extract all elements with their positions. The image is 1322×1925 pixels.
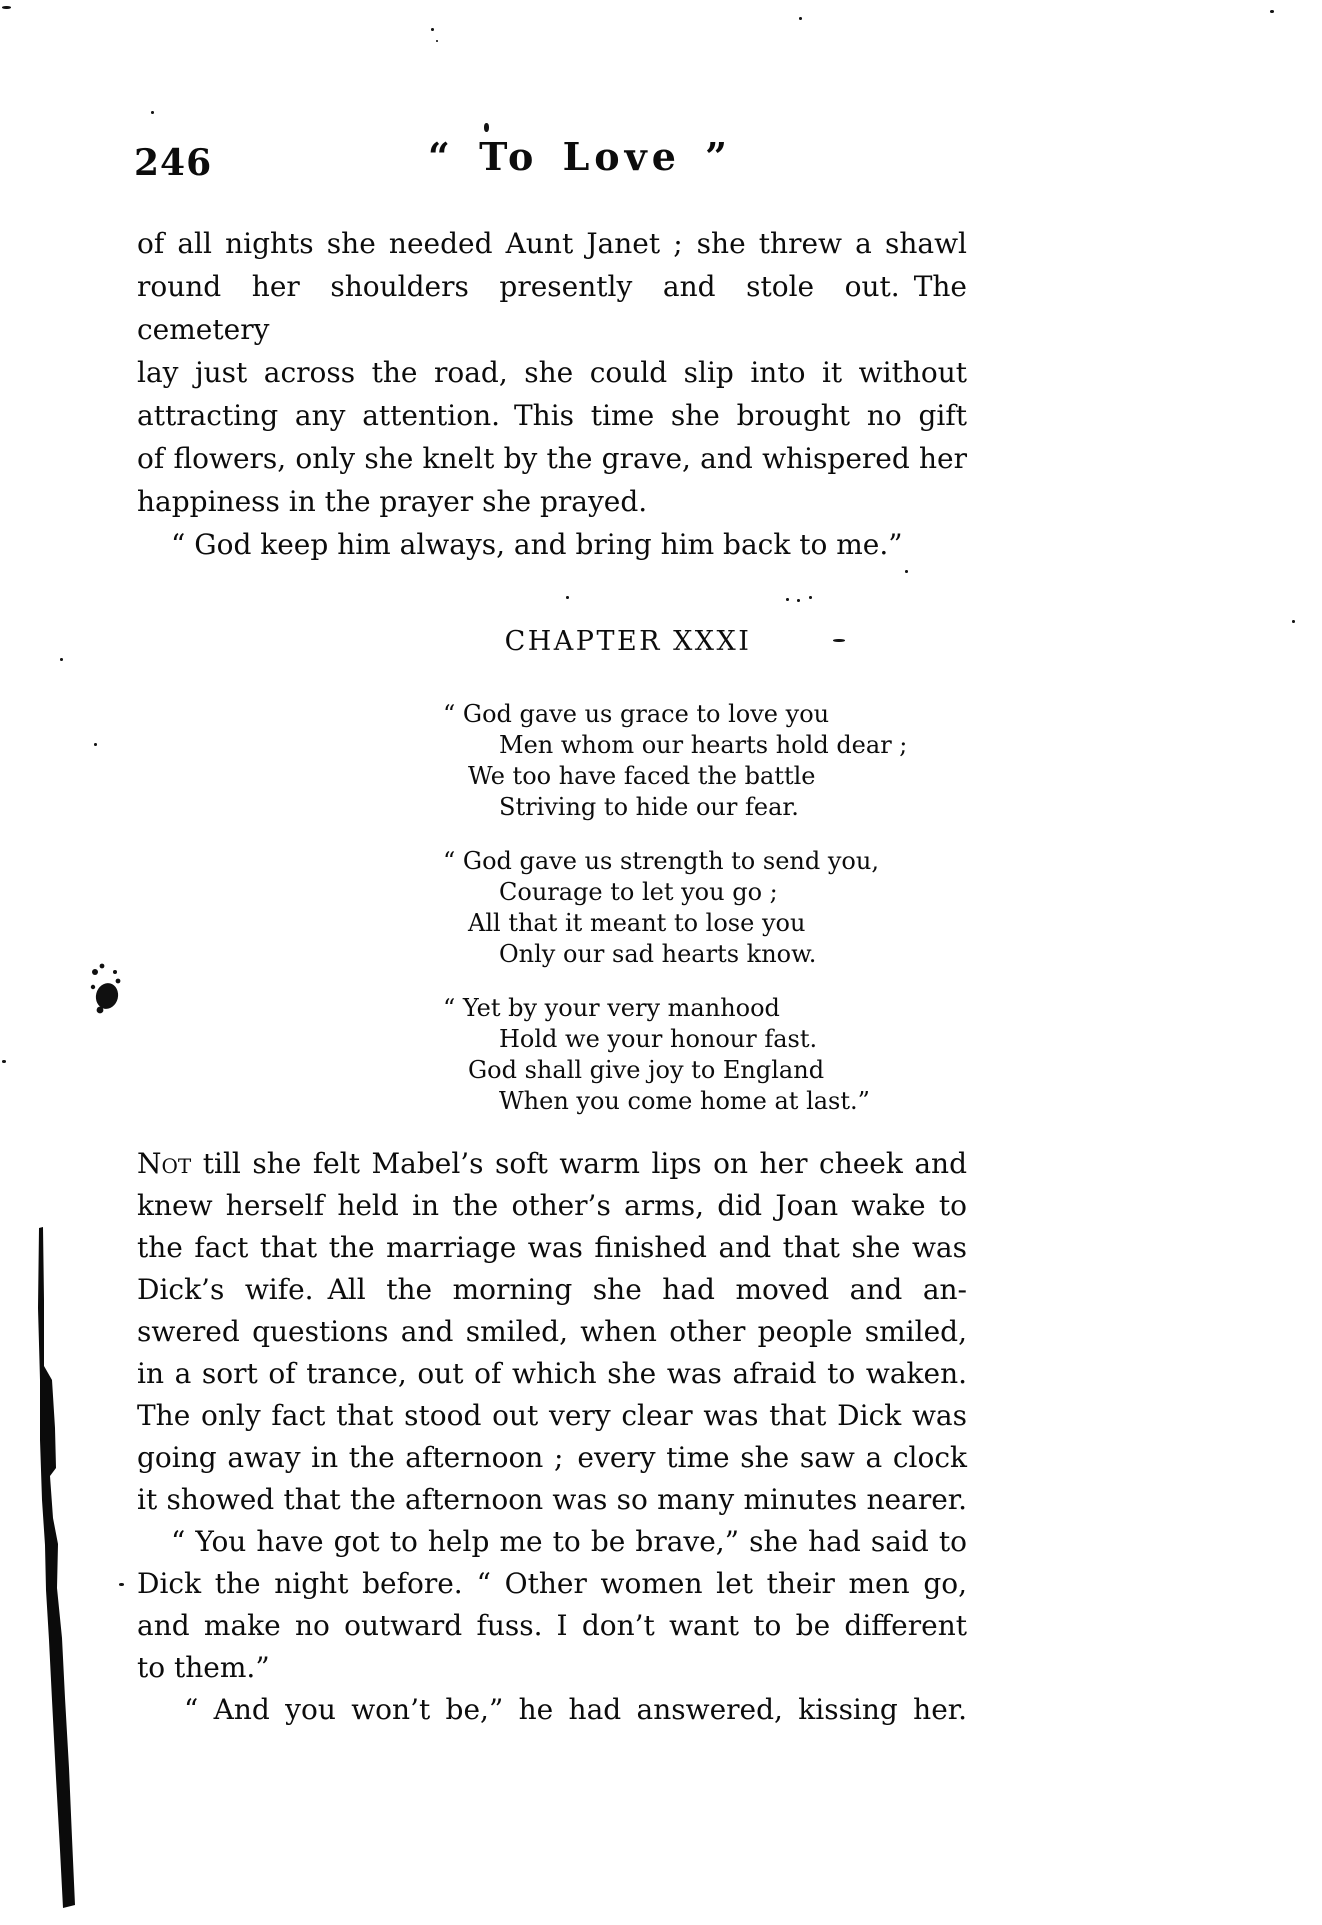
speck-artifact — [151, 111, 154, 114]
text-line: Dick the night before. “ Other women let their men go, — [137, 1567, 967, 1600]
wedding-paragraph — [137, 1143, 967, 1521]
speck-artifact — [786, 598, 789, 601]
poem-stanza — [443, 993, 967, 1117]
poem-line: Only our sad hearts know. — [499, 940, 817, 968]
brave-paragraph — [137, 1521, 967, 1689]
gutter-streak-artifact — [38, 1227, 75, 1908]
poem-line: All that it meant to lose you — [468, 909, 806, 937]
speck-artifact — [94, 743, 97, 746]
text-line: Dick’s wife. All the morning she had moved and an- — [137, 1273, 967, 1306]
speck-artifact — [905, 570, 908, 573]
text-line: and make no outward fuss. I don’t want to be different — [137, 1609, 967, 1642]
speck-artifact — [119, 1583, 124, 1586]
speck-artifact — [431, 28, 434, 31]
page-header — [134, 134, 967, 198]
prayer-paragraph — [137, 523, 967, 566]
poem-line: God shall give joy to England — [468, 1056, 825, 1084]
poem-line: “ God gave us strength to send you, — [443, 847, 879, 875]
text-line: to them.” — [137, 1651, 270, 1684]
poem-line: “ God gave us grace to love you — [443, 700, 830, 728]
text-line: attracting any attention. This time she brought no gift — [137, 399, 967, 432]
epigraph-poem — [137, 699, 967, 1140]
page-number: 246 — [134, 142, 213, 184]
speck-artifact — [797, 599, 800, 602]
intro-paragraph — [137, 222, 967, 523]
text-line: happiness in the prayer she prayed. — [137, 485, 648, 518]
poem-line: We too have faced the battle — [468, 762, 816, 790]
speck-artifact — [833, 639, 845, 642]
main-text-block — [137, 1143, 967, 1731]
speck-artifact — [60, 658, 63, 661]
speck-artifact — [809, 596, 812, 599]
chapter-heading: CHAPTER XXXI — [504, 626, 752, 657]
text-line: The only fact that stood out very clear was that Dick was — [137, 1399, 967, 1432]
text-line: “ And you won’t be,” he had answered, kissing her. — [184, 1693, 967, 1726]
text-line: round her shoulders presently and stole out. The cemetery — [137, 270, 967, 346]
poem-line: Courage to let you go ; — [499, 878, 778, 906]
poem-stanza — [443, 699, 967, 823]
speck-artifact — [436, 40, 438, 42]
speck-artifact — [566, 596, 569, 599]
text-line: knew herself held in the other’s arms, did Joan wake to — [137, 1189, 967, 1222]
ink-blot-artifact — [91, 964, 121, 1014]
text-line: in a sort of trance, out of which she was afraid to waken. — [137, 1357, 967, 1390]
text-line: it showed that the afternoon was so many minutes nearer. — [137, 1483, 967, 1516]
answer-paragraph — [137, 1689, 967, 1731]
text-line: going away in the afternoon ; every time she saw a clock — [137, 1441, 967, 1474]
text-line: “ You have got to help me to be brave,” she had said to — [171, 1525, 967, 1558]
text-line: lay just across the road, she could slip into it without — [137, 356, 967, 389]
speck-artifact — [484, 123, 489, 132]
text-line: Not till she felt Mabel’s soft warm lips on her cheek and — [137, 1147, 967, 1180]
speck-artifact — [2, 1060, 6, 1063]
prayer-line: “ God keep him always, and bring him back to me.” — [171, 528, 903, 561]
text-line: of all nights she needed Aunt Janet ; she threw a shawl — [137, 227, 967, 260]
poem-line: Hold we your honour fast. — [499, 1025, 818, 1053]
poem-stanza — [443, 846, 967, 970]
text-line: the fact that the marriage was finished and that she was — [137, 1231, 967, 1264]
poem-line: Men whom our hearts hold dear ; — [499, 731, 908, 759]
text-line: swered questions and smiled, when other people smiled, — [137, 1315, 967, 1348]
speck-artifact — [1270, 10, 1274, 13]
text-line: of flowers, only she knelt by the grave, and whispered her — [137, 442, 967, 475]
speck-artifact — [2, 6, 11, 9]
running-title: “ To Love ” — [428, 134, 732, 179]
speck-artifact — [1292, 620, 1295, 623]
poem-line: Striving to hide our fear. — [499, 793, 799, 821]
poem-line: “ Yet by your very manhood — [443, 994, 780, 1022]
speck-artifact — [799, 17, 802, 20]
intro-block — [137, 222, 967, 566]
poem-line: When you come home at last.” — [499, 1087, 870, 1115]
